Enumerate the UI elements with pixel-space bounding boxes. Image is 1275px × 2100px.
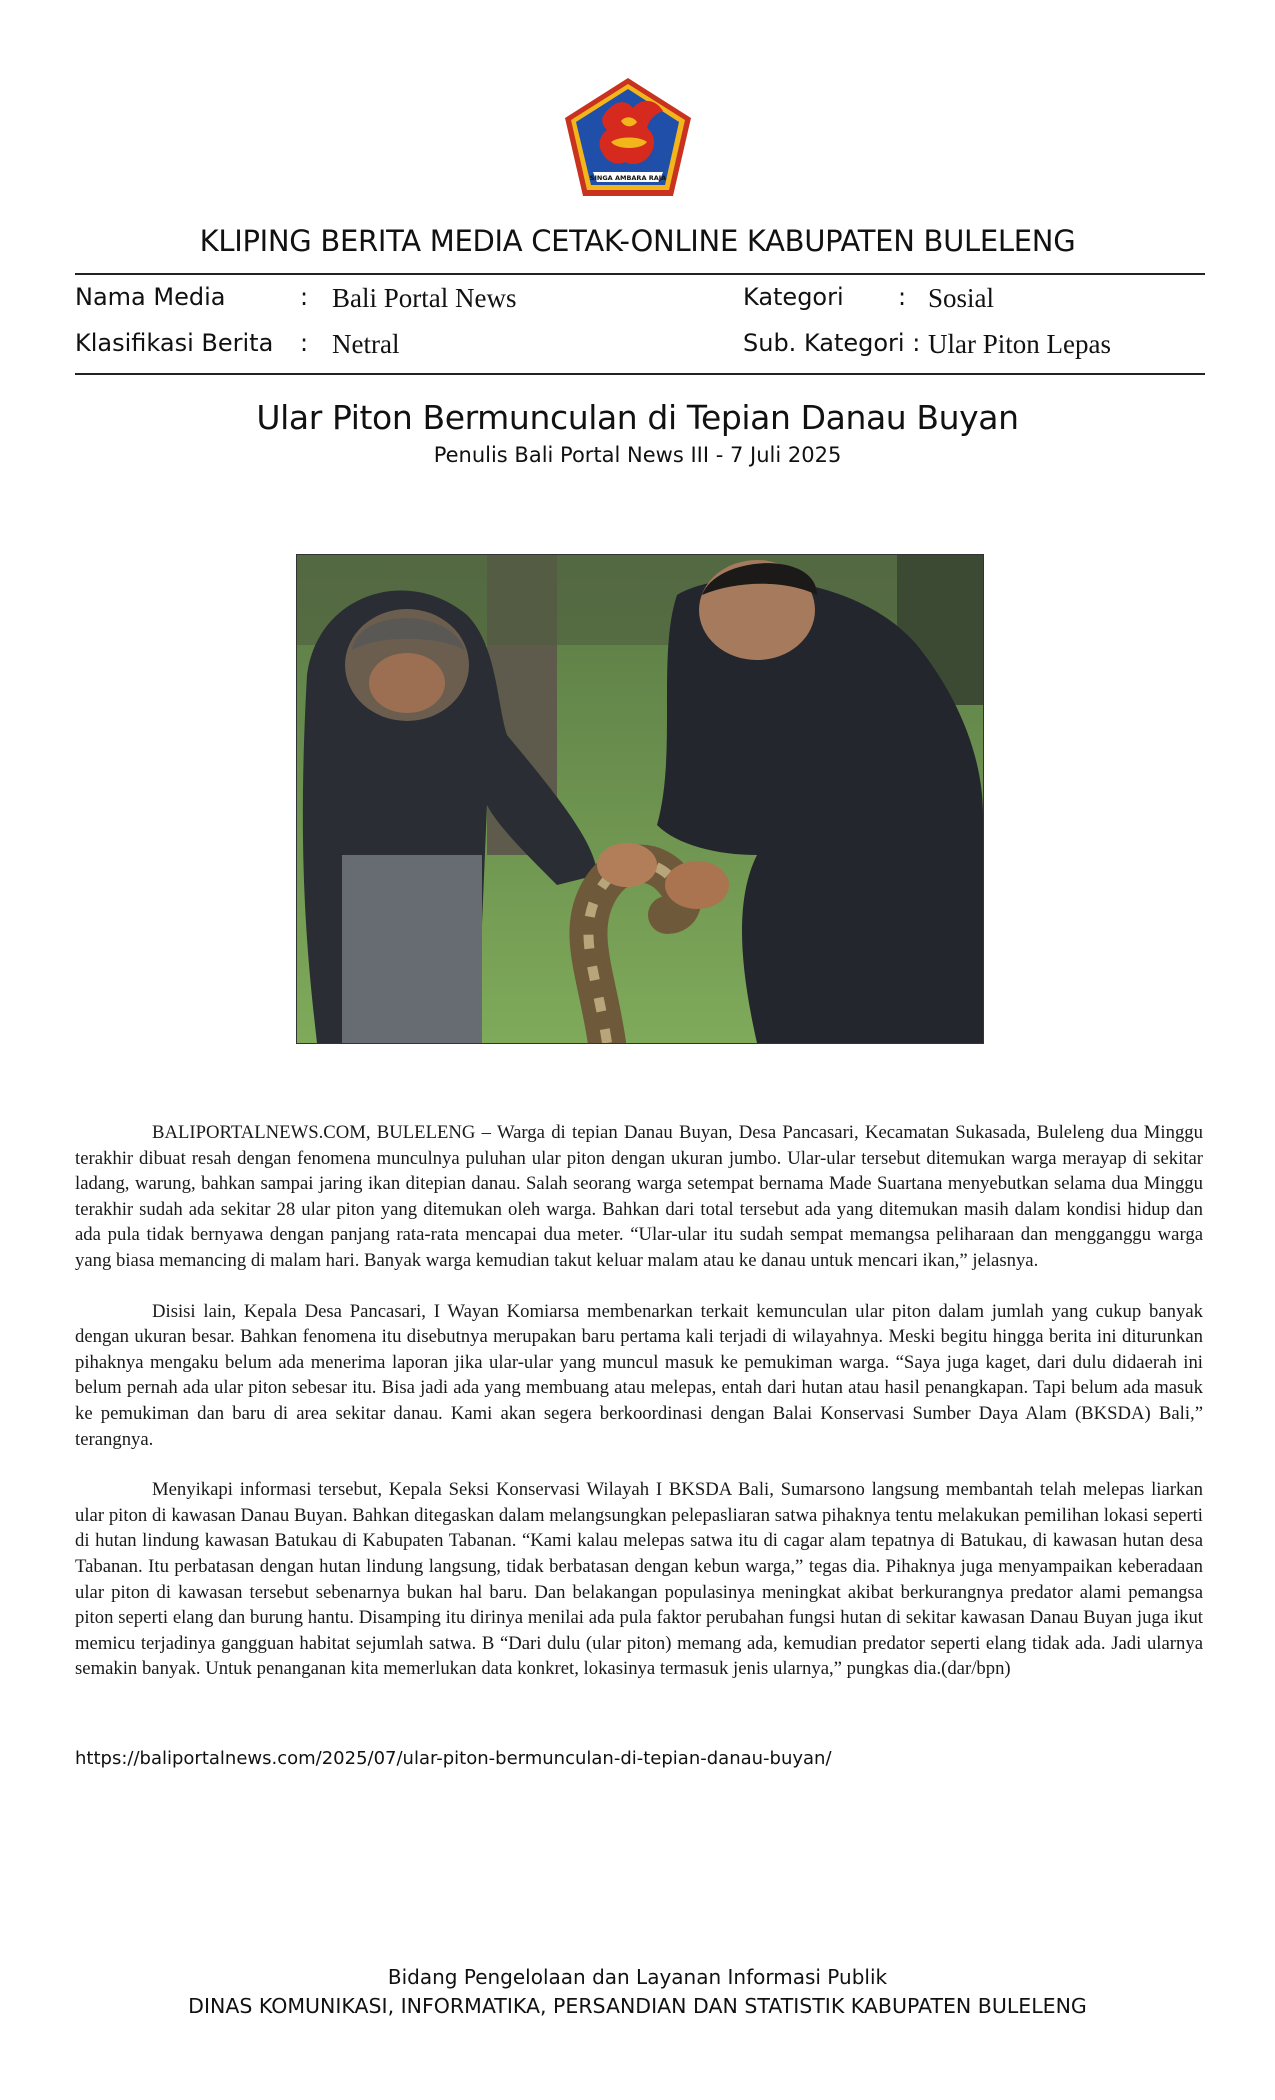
nama-media-value: Bali Portal News: [332, 283, 517, 313]
header-rule-bottom: [75, 373, 1205, 375]
header-rule-top: [75, 273, 1205, 275]
article-byline: Penulis Bali Portal News III - 7 Juli 2025: [433, 443, 842, 467]
nama-media-label: Nama Media: [75, 283, 226, 311]
article-paragraph: BALIPORTALNEWS.COM, BULELENG – Warga di tepian Danau Buyan, Desa Pancasari, Kecamatan Sukasada, Buleleng dua Minggu terakhir dibuat resah dengan fenomena munculnya puluhan ular piton dengan ukuran jumbo. Ular-ular tersebut ditemukan warga merayap di sekitar ladang, warung, bahkan sampai jaring ikan ditepian danau. Salah seorang warga setempat bernama Made Suartana menyebutkan selama dua Minggu terakhir sudah ada sekitar 28 ular piton yang ditemukan oleh warga. Bahkan dari total tersebut ada yang ditemukan masih dalam kondisi hidup dan ada pula tidak bernyawa dengan panjang rata-rata mencapai dua meter. “Ular-ular itu sudah sempat memangsa peliharaan dan mengganggu warga yang biasa memancing di malam hari. Banyak warga kemudian takut keluar malam atau ke danau untuk mencari ikan,” jelasnya.: [75, 1122, 1203, 1271]
klasifikasi-label: Klasifikasi Berita: [75, 329, 274, 357]
article-headline: Ular Piton Bermunculan di Tepian Danau Buyan: [256, 398, 1019, 437]
klasifikasi-value: Netral: [332, 329, 400, 359]
kategori-value: Sosial: [928, 283, 995, 313]
klasifikasi-colon: :: [300, 329, 309, 357]
kategori-label: Kategori: [743, 283, 844, 311]
article-paragraph: Disisi lain, Kepala Desa Pancasari, I Wayan Komiarsa membenarkan terkait kemunculan ular piton dalam jumlah yang cukup banyak dengan ukuran besar. Bahkan fenomena itu disebutnya merupakan baru pertama kali terjadi di wilayahnya. Meski begitu hingga berita ini diturunkan pihaknya mengaku belum ada menerima laporan jika ular-ular yang muncul masuk ke pemukiman warga. “Saya juga kaget, dari dulu didaerah ini belum pernah ada ular piton sebesar itu. Bisa jadi ada yang membuang atau melepas, entah dari hutan atau hasil penangkapan. Tapi belum ada masuk ke pemukiman dan baru di area sekitar danau. Kami akan segera berkoordinasi dengan Balai Konservasi Sumber Daya Alam (BKSDA) Bali,” terangnya.: [75, 1300, 1203, 1450]
footer-agency: DINAS KOMUNIKASI, INFORMATIKA, PERSANDIAN DAN STATISTIK KABUPATEN BULELENG: [188, 1994, 1087, 2018]
article-paragraph: Menyikapi informasi tersebut, Kepala Seksi Konservasi Wilayah I BKSDA Bali, Sumarsono langsung membantah telah melepas liarkan ular piton di kawasan Danau Buyan. Bahkan ditegaskan dalam melangsungkan pelepasliaran satwa pihaknya tentu melakukan pemilihan lokasi seperti di hutan lindung kawasan Batukau di Kabupaten Tabanan. “Kami kalau melepas satwa itu di cagar alam tepatnya di Batukau, di kawasan hutan desa Tabanan. Itu perbatasan dengan hutan lindung langsung, tidak berbatasan dengan kebun warga,” tegas dia. Pihaknya juga menyampaikan keberadaan ular piton di kawasan tersebut sebenarnya bukan hal baru. Dan belakangan populasinya meningkat akibat berkurangnya predator alami pemangsa piton seperti elang dan burung hantu. Disamping itu dirinya menilai ada pula faktor perubahan fungsi hutan di sekitar kawasan Danau Buyan juga ikut memicu terjadinya gangguan habitat sejumlah satwa. B “Dari dulu (ular piton) memang ada, kemudian predator seperti elang tidak ada. Jadi ularnya semakin banyak. Untuk penanganan kita memerlukan data konkret, lokasinya termasuk jenis ularnya,” pungkas dia.(dar/bpn): [75, 1479, 1203, 1680]
page-title: KLIPING BERITA MEDIA CETAK-ONLINE KABUPATEN BULELENG: [199, 224, 1076, 258]
sub-kategori-value: Ular Piton Lepas: [928, 329, 1111, 359]
news-photo: [296, 554, 984, 1044]
footer-division: Bidang Pengelolaan dan Layanan Informasi Publik: [387, 1965, 888, 1989]
kategori-colon: :: [898, 283, 907, 311]
sub-kategori-label: Sub. Kategori :: [743, 329, 921, 357]
buleleng-logo: [563, 76, 693, 198]
svg-text:SINGA AMBARA RAJA: SINGA AMBARA RAJA: [589, 174, 667, 182]
article-body: [75, 1120, 1203, 1707]
nama-media-colon: :: [300, 283, 309, 311]
source-url[interactable]: https://baliportalnews.com/2025/07/ular-piton-bermunculan-di-tepian-danau-buyan/: [75, 1748, 832, 1769]
